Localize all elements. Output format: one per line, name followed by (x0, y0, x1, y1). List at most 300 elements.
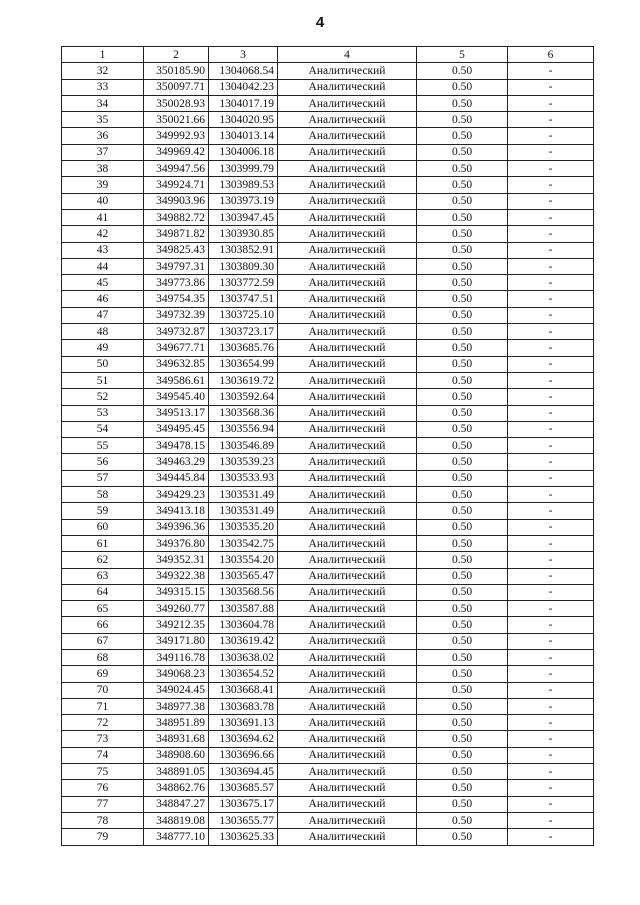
table-row (62, 405, 594, 421)
x-coordinate-cell: 349495.45 (144, 421, 209, 437)
table-header (62, 47, 594, 63)
y-coordinate-cell: 1303999.79 (209, 161, 278, 177)
table-row (62, 193, 594, 209)
table-row (62, 340, 594, 356)
point-number-cell: 46 (62, 291, 144, 307)
y-coordinate-cell: 1303685.57 (209, 780, 278, 796)
point-number-cell: 73 (62, 731, 144, 747)
table-row (62, 112, 594, 128)
x-coordinate-cell: 348847.27 (144, 796, 209, 812)
point-number-cell: 33 (62, 79, 144, 95)
x-coordinate-cell: 349586.61 (144, 372, 209, 388)
x-coordinate-cell: 349825.43 (144, 242, 209, 258)
method-cell: Аналитический (278, 112, 417, 128)
x-coordinate-cell: 348777.10 (144, 829, 209, 845)
y-coordinate-cell: 1303947.45 (209, 209, 278, 225)
method-cell: Аналитический (278, 356, 417, 372)
accuracy-cell: 0.50 (417, 128, 508, 144)
table-row (62, 617, 594, 633)
point-number-cell: 77 (62, 796, 144, 812)
header-row (62, 47, 594, 63)
method-cell: Аналитический (278, 682, 417, 698)
accuracy-cell: 0.50 (417, 291, 508, 307)
accuracy-cell: 0.50 (417, 552, 508, 568)
y-coordinate-cell: 1303694.45 (209, 764, 278, 780)
point-number-cell: 57 (62, 470, 144, 486)
remark-cell: - (508, 649, 594, 665)
remark-cell: - (508, 780, 594, 796)
remark-cell: - (508, 226, 594, 242)
y-coordinate-cell: 1303852.91 (209, 242, 278, 258)
point-number-cell: 37 (62, 144, 144, 160)
method-cell: Аналитический (278, 535, 417, 551)
accuracy-cell: 0.50 (417, 307, 508, 323)
x-coordinate-cell: 349322.38 (144, 568, 209, 584)
x-coordinate-cell: 350028.93 (144, 95, 209, 111)
point-number-cell: 43 (62, 242, 144, 258)
remark-cell: - (508, 324, 594, 340)
remark-cell: - (508, 177, 594, 193)
x-coordinate-cell: 349171.80 (144, 633, 209, 649)
accuracy-cell: 0.50 (417, 519, 508, 535)
point-number-cell: 35 (62, 112, 144, 128)
y-coordinate-cell: 1303592.64 (209, 389, 278, 405)
table-row (62, 780, 594, 796)
table-row (62, 421, 594, 437)
remark-cell: - (508, 128, 594, 144)
point-number-cell: 39 (62, 177, 144, 193)
x-coordinate-cell: 349068.23 (144, 666, 209, 682)
x-coordinate-cell: 349352.31 (144, 552, 209, 568)
remark-cell: - (508, 258, 594, 274)
table-row (62, 389, 594, 405)
remark-cell: - (508, 796, 594, 812)
point-number-cell: 74 (62, 747, 144, 763)
x-coordinate-cell: 349773.86 (144, 275, 209, 291)
accuracy-cell: 0.50 (417, 356, 508, 372)
method-cell: Аналитический (278, 421, 417, 437)
table-row (62, 829, 594, 845)
remark-cell: - (508, 291, 594, 307)
remark-cell: - (508, 829, 594, 845)
point-number-cell: 59 (62, 503, 144, 519)
x-coordinate-cell: 349545.40 (144, 389, 209, 405)
point-number-cell: 64 (62, 584, 144, 600)
table-row (62, 79, 594, 95)
point-number-cell: 32 (62, 63, 144, 79)
point-number-cell: 61 (62, 535, 144, 551)
remark-cell: - (508, 340, 594, 356)
table-row (62, 438, 594, 454)
remark-cell: - (508, 275, 594, 291)
accuracy-cell: 0.50 (417, 666, 508, 682)
method-cell: Аналитический (278, 226, 417, 242)
accuracy-cell: 0.50 (417, 275, 508, 291)
accuracy-cell: 0.50 (417, 617, 508, 633)
table-row (62, 209, 594, 225)
y-coordinate-cell: 1303694.62 (209, 731, 278, 747)
y-coordinate-cell: 1303668.41 (209, 682, 278, 698)
accuracy-cell: 0.50 (417, 193, 508, 209)
method-cell: Аналитический (278, 780, 417, 796)
method-cell: Аналитический (278, 715, 417, 731)
x-coordinate-cell: 349429.23 (144, 487, 209, 503)
point-number-cell: 48 (62, 324, 144, 340)
accuracy-cell: 0.50 (417, 747, 508, 763)
x-coordinate-cell: 349797.31 (144, 258, 209, 274)
table-row (62, 568, 594, 584)
accuracy-cell: 0.50 (417, 389, 508, 405)
accuracy-cell: 0.50 (417, 764, 508, 780)
remark-cell: - (508, 405, 594, 421)
point-number-cell: 76 (62, 780, 144, 796)
y-coordinate-cell: 1303654.52 (209, 666, 278, 682)
remark-cell: - (508, 209, 594, 225)
x-coordinate-cell: 350021.66 (144, 112, 209, 128)
table-row (62, 796, 594, 812)
table-row (62, 177, 594, 193)
method-cell: Аналитический (278, 79, 417, 95)
accuracy-cell: 0.50 (417, 421, 508, 437)
y-coordinate-cell: 1303989.53 (209, 177, 278, 193)
method-cell: Аналитический (278, 63, 417, 79)
point-number-cell: 45 (62, 275, 144, 291)
y-coordinate-cell: 1303568.56 (209, 584, 278, 600)
remark-cell: - (508, 421, 594, 437)
x-coordinate-cell: 349024.45 (144, 682, 209, 698)
remark-cell: - (508, 682, 594, 698)
accuracy-cell: 0.50 (417, 503, 508, 519)
remark-cell: - (508, 601, 594, 617)
table-row (62, 535, 594, 551)
method-cell: Аналитический (278, 389, 417, 405)
point-number-cell: 78 (62, 812, 144, 828)
x-coordinate-cell: 349754.35 (144, 291, 209, 307)
table-row (62, 128, 594, 144)
remark-cell: - (508, 144, 594, 160)
y-coordinate-cell: 1303725.10 (209, 307, 278, 323)
remark-cell: - (508, 307, 594, 323)
x-coordinate-cell: 349732.39 (144, 307, 209, 323)
coordinates-table (61, 46, 594, 846)
x-coordinate-cell: 348819.08 (144, 812, 209, 828)
point-number-cell: 36 (62, 128, 144, 144)
method-cell: Аналитический (278, 307, 417, 323)
x-coordinate-cell: 349463.29 (144, 454, 209, 470)
accuracy-cell: 0.50 (417, 340, 508, 356)
method-cell: Аналитический (278, 275, 417, 291)
point-number-cell: 55 (62, 438, 144, 454)
y-coordinate-cell: 1303556.94 (209, 421, 278, 437)
method-cell: Аналитический (278, 829, 417, 845)
point-number-cell: 50 (62, 356, 144, 372)
point-number-cell: 63 (62, 568, 144, 584)
method-cell: Аналитический (278, 764, 417, 780)
point-number-cell: 69 (62, 666, 144, 682)
remark-cell: - (508, 95, 594, 111)
table-row (62, 226, 594, 242)
method-cell: Аналитический (278, 161, 417, 177)
y-coordinate-cell: 1303568.36 (209, 405, 278, 421)
table-row (62, 487, 594, 503)
table-row (62, 161, 594, 177)
accuracy-cell: 0.50 (417, 161, 508, 177)
remark-cell: - (508, 764, 594, 780)
accuracy-cell: 0.50 (417, 715, 508, 731)
x-coordinate-cell: 349632.85 (144, 356, 209, 372)
table-row (62, 63, 594, 79)
remark-cell: - (508, 535, 594, 551)
method-cell: Аналитический (278, 731, 417, 747)
accuracy-cell: 0.50 (417, 324, 508, 340)
x-coordinate-cell: 350185.90 (144, 63, 209, 79)
accuracy-cell: 0.50 (417, 438, 508, 454)
remark-cell: - (508, 731, 594, 747)
table-body (62, 63, 594, 845)
x-coordinate-cell: 348862.76 (144, 780, 209, 796)
accuracy-cell: 0.50 (417, 177, 508, 193)
accuracy-cell: 0.50 (417, 144, 508, 160)
x-coordinate-cell: 349677.71 (144, 340, 209, 356)
point-number-cell: 41 (62, 209, 144, 225)
x-coordinate-cell: 349376.80 (144, 535, 209, 551)
accuracy-cell: 0.50 (417, 112, 508, 128)
y-coordinate-cell: 1303691.13 (209, 715, 278, 731)
method-cell: Аналитический (278, 177, 417, 193)
table-row (62, 372, 594, 388)
table-row (62, 144, 594, 160)
method-cell: Аналитический (278, 552, 417, 568)
point-number-cell: 62 (62, 552, 144, 568)
accuracy-cell: 0.50 (417, 487, 508, 503)
x-coordinate-cell: 349924.71 (144, 177, 209, 193)
remark-cell: - (508, 715, 594, 731)
method-cell: Аналитический (278, 324, 417, 340)
accuracy-cell: 0.50 (417, 584, 508, 600)
x-coordinate-cell: 349116.78 (144, 649, 209, 665)
point-number-cell: 38 (62, 161, 144, 177)
y-coordinate-cell: 1303625.33 (209, 829, 278, 845)
y-coordinate-cell: 1303619.42 (209, 633, 278, 649)
y-coordinate-cell: 1304006.18 (209, 144, 278, 160)
table-row (62, 698, 594, 714)
point-number-cell: 66 (62, 617, 144, 633)
method-cell: Аналитический (278, 601, 417, 617)
y-coordinate-cell: 1303533.93 (209, 470, 278, 486)
point-number-cell: 79 (62, 829, 144, 845)
y-coordinate-cell: 1303531.49 (209, 503, 278, 519)
method-cell: Аналитический (278, 503, 417, 519)
remark-cell: - (508, 63, 594, 79)
y-coordinate-cell: 1303531.49 (209, 487, 278, 503)
y-coordinate-cell: 1304017.19 (209, 95, 278, 111)
y-coordinate-cell: 1303930.85 (209, 226, 278, 242)
method-cell: Аналитический (278, 698, 417, 714)
y-coordinate-cell: 1303539.23 (209, 454, 278, 470)
x-coordinate-cell: 349992.93 (144, 128, 209, 144)
y-coordinate-cell: 1303619.72 (209, 372, 278, 388)
method-cell: Аналитический (278, 519, 417, 535)
point-number-cell: 67 (62, 633, 144, 649)
method-cell: Аналитический (278, 209, 417, 225)
column-header: 2 (144, 47, 209, 63)
x-coordinate-cell: 349947.56 (144, 161, 209, 177)
point-number-cell: 42 (62, 226, 144, 242)
remark-cell: - (508, 747, 594, 763)
y-coordinate-cell: 1303655.77 (209, 812, 278, 828)
table-row (62, 95, 594, 111)
remark-cell: - (508, 503, 594, 519)
accuracy-cell: 0.50 (417, 209, 508, 225)
accuracy-cell: 0.50 (417, 63, 508, 79)
method-cell: Аналитический (278, 144, 417, 160)
method-cell: Аналитический (278, 242, 417, 258)
y-coordinate-cell: 1304068.54 (209, 63, 278, 79)
method-cell: Аналитический (278, 372, 417, 388)
remark-cell: - (508, 242, 594, 258)
remark-cell: - (508, 552, 594, 568)
y-coordinate-cell: 1303696.66 (209, 747, 278, 763)
x-coordinate-cell: 348931.68 (144, 731, 209, 747)
accuracy-cell: 0.50 (417, 95, 508, 111)
method-cell: Аналитический (278, 291, 417, 307)
accuracy-cell: 0.50 (417, 601, 508, 617)
point-number-cell: 40 (62, 193, 144, 209)
table-row (62, 454, 594, 470)
accuracy-cell: 0.50 (417, 242, 508, 258)
accuracy-cell: 0.50 (417, 258, 508, 274)
y-coordinate-cell: 1303542.75 (209, 535, 278, 551)
point-number-cell: 71 (62, 698, 144, 714)
table-row (62, 649, 594, 665)
table-row (62, 666, 594, 682)
x-coordinate-cell: 349396.36 (144, 519, 209, 535)
table-row (62, 258, 594, 274)
x-coordinate-cell: 350097.71 (144, 79, 209, 95)
remark-cell: - (508, 356, 594, 372)
x-coordinate-cell: 349732.87 (144, 324, 209, 340)
x-coordinate-cell: 349212.35 (144, 617, 209, 633)
x-coordinate-cell: 348977.38 (144, 698, 209, 714)
remark-cell: - (508, 633, 594, 649)
remark-cell: - (508, 112, 594, 128)
accuracy-cell: 0.50 (417, 535, 508, 551)
remark-cell: - (508, 454, 594, 470)
remark-cell: - (508, 519, 594, 535)
x-coordinate-cell: 349903.96 (144, 193, 209, 209)
remark-cell: - (508, 617, 594, 633)
y-coordinate-cell: 1303685.76 (209, 340, 278, 356)
remark-cell: - (508, 568, 594, 584)
method-cell: Аналитический (278, 584, 417, 600)
x-coordinate-cell: 349882.72 (144, 209, 209, 225)
table-row (62, 731, 594, 747)
accuracy-cell: 0.50 (417, 812, 508, 828)
y-coordinate-cell: 1303654.99 (209, 356, 278, 372)
point-number-cell: 51 (62, 372, 144, 388)
method-cell: Аналитический (278, 633, 417, 649)
x-coordinate-cell: 349513.17 (144, 405, 209, 421)
x-coordinate-cell: 348951.89 (144, 715, 209, 731)
accuracy-cell: 0.50 (417, 454, 508, 470)
accuracy-cell: 0.50 (417, 470, 508, 486)
column-header: 3 (209, 47, 278, 63)
remark-cell: - (508, 161, 594, 177)
point-number-cell: 68 (62, 649, 144, 665)
remark-cell: - (508, 193, 594, 209)
point-number-cell: 75 (62, 764, 144, 780)
x-coordinate-cell: 348891.05 (144, 764, 209, 780)
y-coordinate-cell: 1304020.95 (209, 112, 278, 128)
x-coordinate-cell: 349871.82 (144, 226, 209, 242)
method-cell: Аналитический (278, 405, 417, 421)
accuracy-cell: 0.50 (417, 829, 508, 845)
table-row (62, 682, 594, 698)
remark-cell: - (508, 666, 594, 682)
remark-cell: - (508, 470, 594, 486)
table-row (62, 584, 594, 600)
method-cell: Аналитический (278, 649, 417, 665)
point-number-cell: 70 (62, 682, 144, 698)
point-number-cell: 47 (62, 307, 144, 323)
method-cell: Аналитический (278, 812, 417, 828)
accuracy-cell: 0.50 (417, 568, 508, 584)
y-coordinate-cell: 1304013.14 (209, 128, 278, 144)
method-cell: Аналитический (278, 95, 417, 111)
table-row (62, 633, 594, 649)
method-cell: Аналитический (278, 470, 417, 486)
table-row (62, 356, 594, 372)
remark-cell: - (508, 812, 594, 828)
x-coordinate-cell: 349478.15 (144, 438, 209, 454)
method-cell: Аналитический (278, 258, 417, 274)
point-number-cell: 44 (62, 258, 144, 274)
y-coordinate-cell: 1303747.51 (209, 291, 278, 307)
method-cell: Аналитический (278, 128, 417, 144)
table-row (62, 307, 594, 323)
table-row (62, 552, 594, 568)
y-coordinate-cell: 1303554.20 (209, 552, 278, 568)
column-header: 6 (508, 47, 594, 63)
table-row (62, 503, 594, 519)
table-row (62, 601, 594, 617)
y-coordinate-cell: 1303809.30 (209, 258, 278, 274)
y-coordinate-cell: 1303535.20 (209, 519, 278, 535)
table-row (62, 715, 594, 731)
point-number-cell: 54 (62, 421, 144, 437)
y-coordinate-cell: 1303587.88 (209, 601, 278, 617)
method-cell: Аналитический (278, 193, 417, 209)
table-row (62, 242, 594, 258)
remark-cell: - (508, 438, 594, 454)
method-cell: Аналитический (278, 568, 417, 584)
column-header: 1 (62, 47, 144, 63)
point-number-cell: 72 (62, 715, 144, 731)
table-row (62, 747, 594, 763)
column-header: 4 (278, 47, 417, 63)
remark-cell: - (508, 389, 594, 405)
y-coordinate-cell: 1303604.78 (209, 617, 278, 633)
y-coordinate-cell: 1303675.17 (209, 796, 278, 812)
remark-cell: - (508, 372, 594, 388)
y-coordinate-cell: 1303565.47 (209, 568, 278, 584)
point-number-cell: 52 (62, 389, 144, 405)
remark-cell: - (508, 79, 594, 95)
accuracy-cell: 0.50 (417, 731, 508, 747)
x-coordinate-cell: 349413.18 (144, 503, 209, 519)
point-number-cell: 65 (62, 601, 144, 617)
method-cell: Аналитический (278, 340, 417, 356)
